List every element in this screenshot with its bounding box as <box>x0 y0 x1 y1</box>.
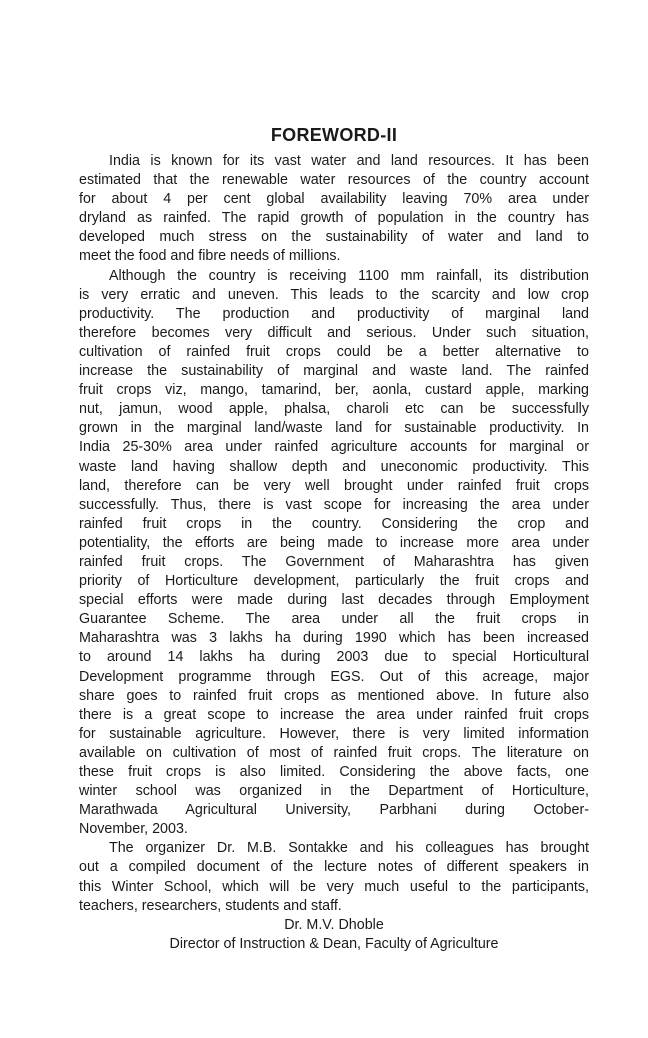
signature-designation: Director of Instruction & Dean, Faculty of Agriculture <box>169 935 499 952</box>
text-line: share goes to rainfed fruit crops as mentioned above. In future also <box>79 687 589 704</box>
text-line: fruit crops viz, mango, tamarind, ber, aonla, custard apple, marking <box>79 382 589 399</box>
text-line: The organizer Dr. M.B. Sontakke and his colleagues has brought <box>109 840 589 857</box>
page-title: FOREWORD-II <box>270 125 398 145</box>
text-line: grown in the marginal land/waste land for sustainable productivity. In <box>79 420 589 437</box>
text-line: this Winter School, which will be very much useful to the participants, <box>79 878 589 895</box>
text-line: out a compiled document of the lecture notes of different speakers in <box>79 859 589 876</box>
text-line: for about 4 per cent global availability leaving 70% area under <box>79 191 589 208</box>
text-line: teachers, researchers, students and staff. <box>79 897 342 914</box>
text-line: Development programme through EGS. Out of this acreage, major <box>79 668 589 685</box>
text-line: rainfed fruit crops in the country. Considering the crop and <box>79 515 589 532</box>
text-line: therefore becomes very difficult and serious. Under such situation, <box>79 324 589 341</box>
text-line: to around 14 lakhs ha during 2003 due to special Horticultural <box>79 649 589 666</box>
text-line: Guarantee Scheme. The area under all the fruit crops in <box>79 611 589 628</box>
text-line: there is a great scope to increase the area under rainfed fruit crops <box>79 706 589 723</box>
text-line: waste land having shallow depth and uneconomic productivity. This <box>79 458 589 475</box>
text-line: meet the food and fibre needs of millions. <box>79 248 341 265</box>
text-line: developed much stress on the sustainability of water and land to <box>79 229 589 246</box>
text-line: increase the sustainability of marginal and waste land. The rainfed <box>79 363 589 380</box>
text-line: successfully. Thus, there is vast scope for increasing the area under <box>79 496 589 513</box>
text-line: these fruit crops is also limited. Considering the above facts, one <box>79 764 589 780</box>
text-line: estimated that the renewable water resources of the country account <box>79 172 589 189</box>
text-line: productivity. The production and productivity of marginal land <box>79 305 589 322</box>
text-line: for sustainable agriculture. However, there is very limited information <box>79 725 589 742</box>
text-line: potentiality, the efforts are being made to increase more area under <box>79 534 589 551</box>
text-line: priority of Horticulture development, particularly the fruit crops and <box>79 573 589 590</box>
text-line: nut, jamun, wood apple, phalsa, charoli etc can be successfully <box>79 401 589 418</box>
text-line: rainfed fruit crops. The Government of Maharashtra has given <box>79 553 589 570</box>
foreword-body <box>79 152 589 954</box>
text-line: India is known for its vast water and land resources. It has been <box>109 153 589 169</box>
text-line: winter school was organized in the Department of Horticulture, <box>79 783 589 800</box>
text-line: Marathwada Agricultural University, Parbhani during October- <box>79 802 589 819</box>
paragraph <box>79 839 589 915</box>
text-line: Maharashtra was 3 lakhs ha during 1990 which has been increased <box>79 630 589 647</box>
text-line: November, 2003. <box>79 821 188 838</box>
text-line: India 25-30% area under rainfed agriculture accounts for marginal or <box>79 439 589 456</box>
text-line: available on cultivation of most of rainfed fruit crops. The literature on <box>79 744 589 761</box>
text-line: is very erratic and uneven. This leads to the scarcity and low crop <box>79 286 589 303</box>
paragraph <box>79 267 589 840</box>
text-line: cultivation of rainfed fruit crops could be a better alternative to <box>79 343 589 360</box>
text-line: Although the country is receiving 1100 mm rainfall, its distribution <box>109 267 589 284</box>
text-line: dryland as rainfed. The rapid growth of population in the country has <box>79 210 589 227</box>
paragraph <box>79 152 589 267</box>
signature-name: Dr. M.V. Dhoble <box>284 916 384 933</box>
text-line: special efforts were made during last decades through Employment <box>79 592 589 609</box>
text-line: land, therefore can be very well brought under rainfed fruit crops <box>79 477 589 494</box>
